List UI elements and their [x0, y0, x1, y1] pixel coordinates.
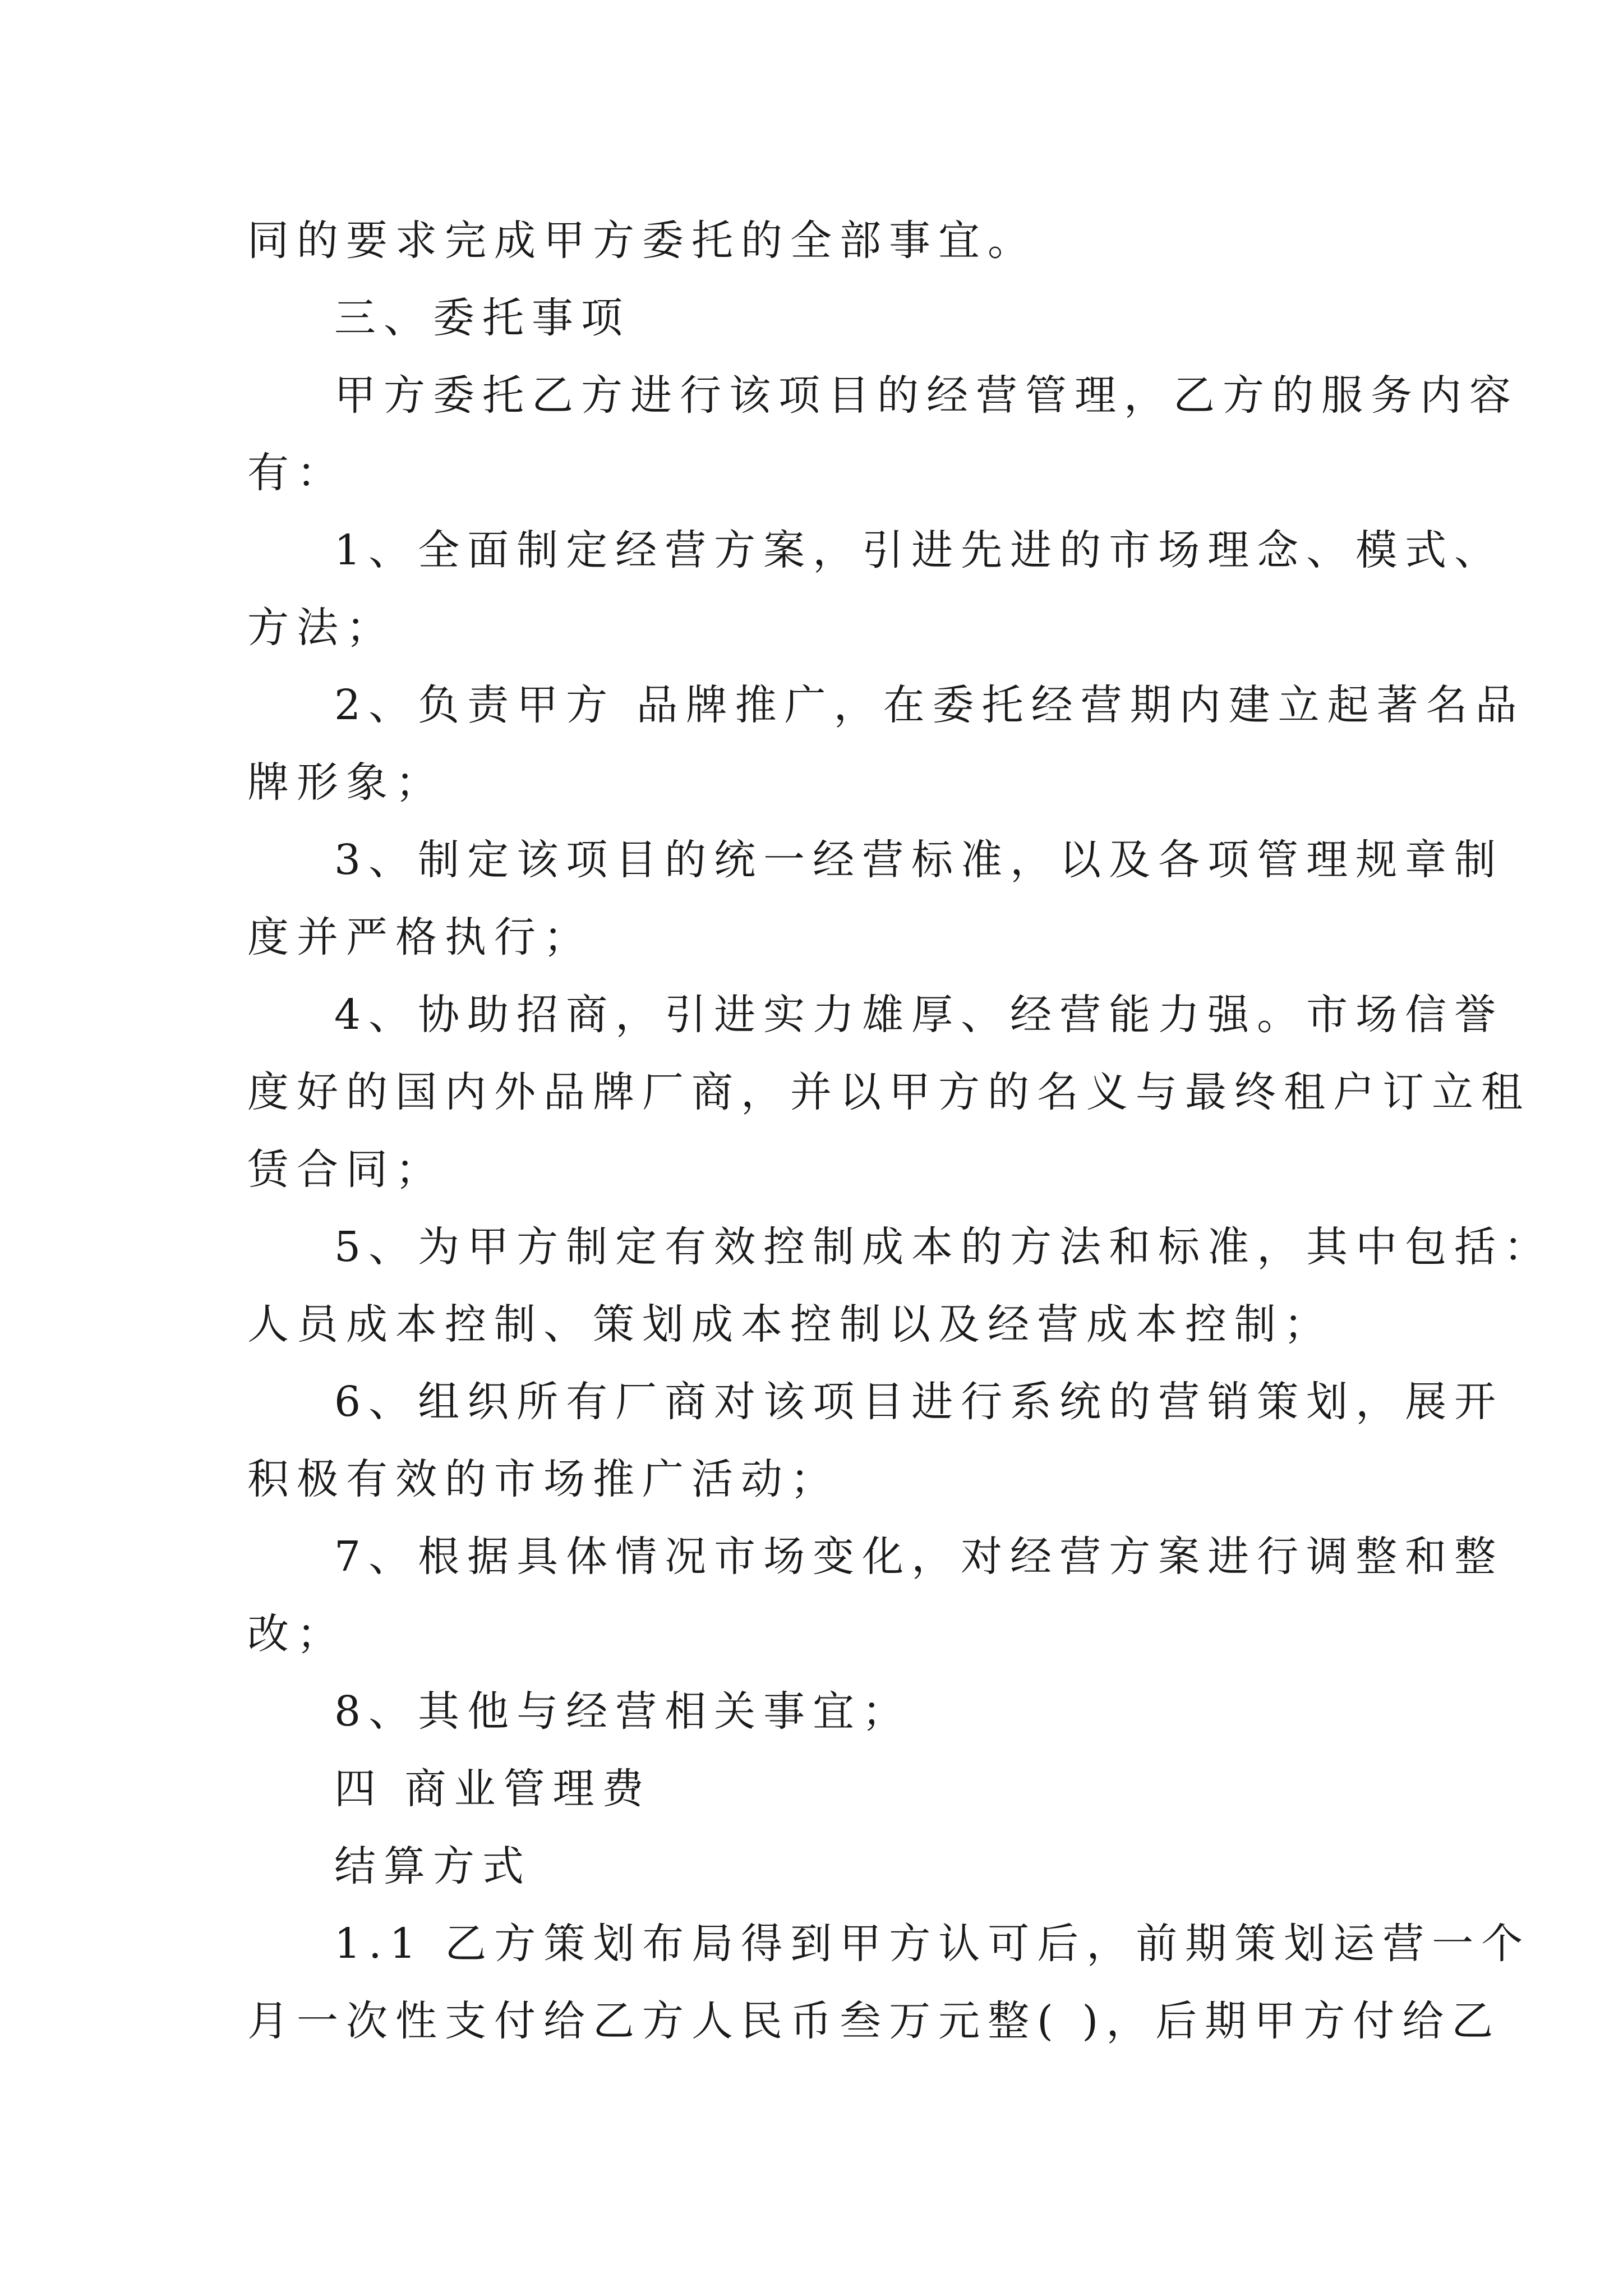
section-heading: 四 商业管理费	[334, 1765, 652, 1813]
text-line: 度好的国内外品牌厂商，并以甲方的名义与最终租户订立租	[247, 1068, 1530, 1116]
list-item: 7、根据具体情况市场变化，对经营方案进行调整和整	[334, 1533, 1504, 1581]
document-body	[247, 202, 1553, 2060]
list-item: 1、全面制定经营方案，引进先进的市场理念、模式、	[334, 526, 1504, 574]
text-line: 赁合同；	[247, 1145, 445, 1194]
text-line: 月一次性支付给乙方人民币叁万元整( )，后期甲方付给乙	[247, 1997, 1501, 2045]
section-heading: 三、委托事项	[334, 294, 630, 342]
subheading: 结算方式	[334, 1842, 532, 1890]
list-item: 6、组织所有厂商对该项目进行系统的营销策划，展开	[334, 1378, 1504, 1426]
list-item: 1.1 乙方策划布局得到甲方认可后，前期策划运营一个	[334, 1920, 1531, 1968]
text-line: 改；	[247, 1610, 346, 1658]
text-line: 牌形象；	[247, 758, 445, 807]
text-line: 有：	[247, 449, 346, 497]
text-line: 方法；	[247, 604, 395, 652]
text-line: 积极有效的市场推广活动；	[247, 1455, 840, 1503]
text-line: 度并严格执行；	[247, 913, 593, 961]
text-line: 人员成本控制、策划成本控制以及经营成本控制；	[247, 1300, 1333, 1349]
text-line: 同的要求完成甲方委托的全部事宜。	[247, 217, 1037, 265]
list-item: 2、负责甲方 品牌推广，在委托经营期内建立起著名品	[334, 681, 1525, 729]
list-item: 4、协助招商，引进实力雄厚、经营能力强。市场信誉	[334, 991, 1504, 1039]
list-item: 5、为甲方制定有效控制成本的方法和标准，其中包括：	[334, 1223, 1553, 1271]
text-line: 甲方委托乙方进行该项目的经营管理，乙方的服务内容	[334, 371, 1519, 420]
list-item: 3、制定该项目的统一经营标准，以及各项管理规章制	[334, 836, 1504, 884]
list-item: 8、其他与经营相关事宜；	[334, 1687, 912, 1736]
